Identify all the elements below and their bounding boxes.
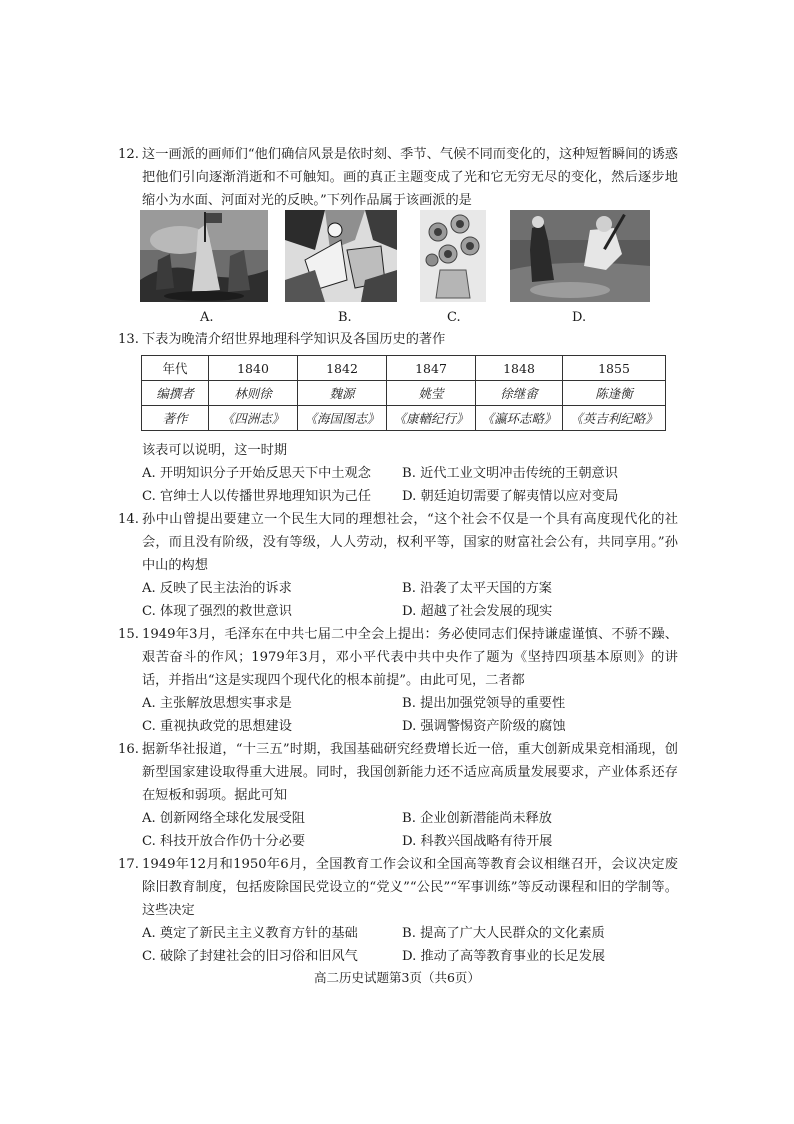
table-row [142,356,666,381]
question-17 [118,853,678,968]
painting-b[interactable] [285,210,397,306]
option-b[interactable]: B. 提高了广大人民群众的文化素质 [402,926,605,941]
page-footer: 高二历史试题第3页（共6页） [314,970,480,985]
option-b[interactable]: B. 提出加强党领导的重要性 [402,696,566,711]
option-d[interactable]: D. 强调警惕资产阶级的腐蚀 [402,719,566,734]
option-label-a: A. [200,310,214,325]
table-cell: 《康輶纪行》 [387,406,476,431]
question-stem: 孙中山曾提出要建立一个民生大同的理想社会，“这个社会不仅是一个具有高度现代化的社会，而且没有阶级，没有等级，人人劳动，权利平等，国家的财富社会公有，共同享用。”孙中山的构想 [142,512,678,573]
options [118,462,678,508]
question-number: 15. [118,627,139,642]
option-a[interactable]: A. 创新网络全球化发展受阻 [142,811,305,826]
table-cell: 姚莹 [387,381,476,406]
question-stem: 这一画派的画师们“他们确信风景是依时刻、季节、气候不同而变化的，这种短暂瞬间的诱惑把他们引向逐渐消逝和不可触知。画的真正主题变成了光和它无穷无尽的变化，然后逐步地缩小为水面、河面对光的反映。”下列作品属于该画派的是 [142,147,678,208]
question-number: 16. [118,742,139,757]
question-stem: 据新华社报道，“十三五”时期，我国基础研究经费增长近一倍，重大创新成果竞相涌现，创新型国家建设取得重大进展。同时，我国创新能力还不适应高质量发展要求，产业体系还存在短板和弱项。据此可知 [142,742,678,803]
works-table [141,355,666,431]
option-a[interactable]: A. 开明知识分子开始反思天下中土观念 [142,466,371,481]
options [118,922,678,968]
table-row [142,406,666,431]
painting-options [140,210,660,330]
option-c[interactable]: C. 破除了封建社会的旧习俗和旧风气 [142,949,358,964]
option-a[interactable]: A. 奠定了新民主主义教育方针的基础 [142,926,358,941]
table-row [142,381,666,406]
table-cell: 徐继畬 [476,381,563,406]
painting-c[interactable] [420,210,486,306]
table-cell: 1842 [298,356,387,381]
question-12 [118,143,678,212]
option-c[interactable]: C. 重视执政党的思想建设 [142,719,292,734]
options [118,807,678,853]
question-stem: 1949年12月和1950年6月，全国教育工作会议和全国高等教育会议相继召开，会议决定废除旧教育制度，包括废除国民党设立的“党义”“公民”“军事训练”等反动课程和旧的学制等。这些决定 [142,857,678,918]
table-cell: 1840 [209,356,298,381]
question-number: 14. [118,512,139,527]
option-a[interactable]: A. 反映了民主法治的诉求 [142,581,292,596]
option-b[interactable]: B. 企业创新潜能尚未释放 [402,811,552,826]
options [118,692,678,738]
option-d[interactable]: D. 超越了社会发展的现实 [402,604,553,619]
option-b[interactable]: B. 沿袭了太平天国的方案 [402,581,552,596]
question-number: 17. [118,857,139,872]
option-label-c: C. [447,310,461,325]
question-14 [118,508,678,623]
row-label-year: 年代 [142,356,209,381]
table-cell: 1847 [387,356,476,381]
question-number: 13. [118,332,139,347]
table-cell: 魏源 [298,381,387,406]
painting-d[interactable] [510,210,650,306]
option-d[interactable]: D. 朝廷迫切需要了解夷情以应对变局 [402,489,619,504]
option-c[interactable]: C. 体现了强烈的救世意识 [142,604,292,619]
table-cell: 1855 [563,356,666,381]
table-cell: 1848 [476,356,563,381]
painting-a[interactable] [140,210,268,306]
question-stem: 下表为晚清介绍世界地理科学知识及各国历史的著作 [142,332,446,347]
option-label-d: D. [572,310,587,325]
option-a[interactable]: A. 主张解放思想实事求是 [142,696,292,711]
table-cell: 《四洲志》 [209,406,298,431]
options [118,577,678,623]
question-13-continuation [118,439,678,508]
table-cell: 《英吉利纪略》 [563,406,666,431]
option-d[interactable]: D. 推动了高等教育事业的长足发展 [402,949,606,964]
question-number: 12. [118,147,139,162]
table-cell: 《瀛环志略》 [476,406,563,431]
option-c[interactable]: C. 官绅士人以传播世界地理知识为己任 [142,489,372,504]
question-13 [118,328,678,351]
option-b[interactable]: B. 近代工业文明冲击传统的王朝意识 [402,466,618,481]
question-stem: 1949年3月，毛泽东在中共七届二中全会上提出：务必使同志们保持谦虚谨慎、不骄不躁、艰苦奋斗的作风；1979年3月，邓小平代表中共中央作了题为《坚持四项基本原则》的讲话，并指出“这是实现四个现代化的根本前提”。由此可见，二者都 [142,627,678,688]
option-label-b: B. [338,310,352,325]
question-prompt: 该表可以说明，这一时期 [142,443,288,458]
question-16 [118,738,678,853]
table-cell: 陈逢衡 [563,381,666,406]
option-d[interactable]: D. 科教兴国战略有待开展 [402,834,553,849]
question-15 [118,623,678,738]
row-label-author: 编撰者 [142,381,209,406]
row-label-work: 著作 [142,406,209,431]
table-cell: 《海国图志》 [298,406,387,431]
option-c[interactable]: C. 科技开放合作仍十分必要 [142,834,306,849]
table-cell: 林则徐 [209,381,298,406]
